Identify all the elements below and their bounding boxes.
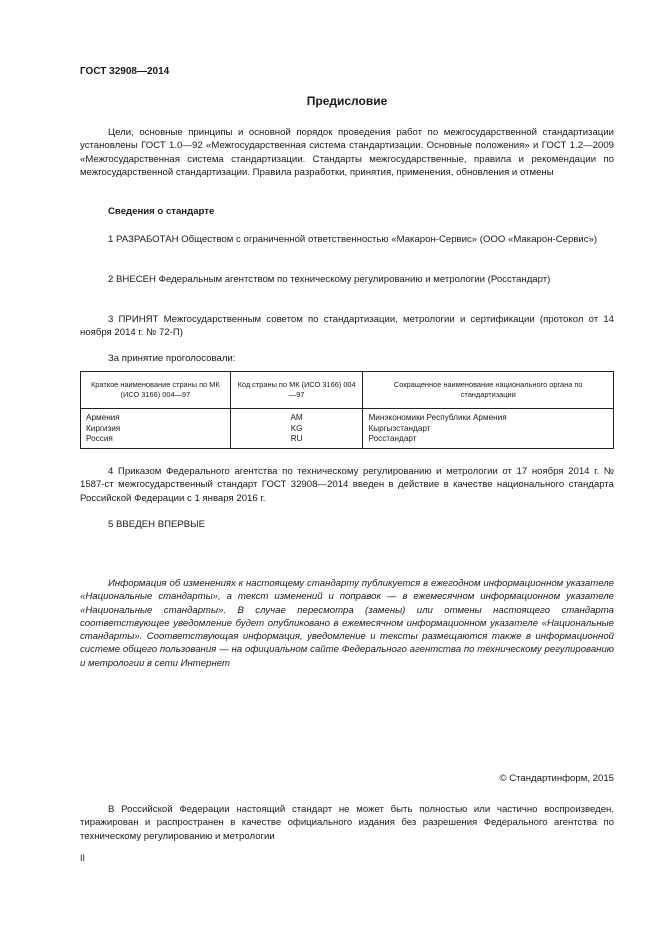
country-name: Киргизия (86, 423, 121, 433)
country-name: Армения (86, 413, 120, 422)
copyright: © Стандартинформ, 2015 (499, 773, 614, 784)
country-code: AM (290, 413, 303, 422)
intro-paragraph: Цели, основные принципы и основной порядок проведения работ по межгосударственной стандартизации установлены ГОСТ 1.0—92 «Межгосударственная система стандартизации. Основные положения» и ГОСТ 1.2—2009 «Межгосударственная система стандартизации. Стандарты межгосударственные, правила и рекомендации по межгосударственной стандартизации. Правила разработки, принятия, применения, обновления и отмены (80, 127, 614, 178)
national-body: Минэкономики Республики Армения (368, 413, 507, 422)
table-row (81, 409, 614, 449)
item-introduced: 2 ВНЕСЕН Федеральным агентством по техническому регулированию и метрологии (Росстандарт) (108, 274, 551, 285)
national-body: Росстандарт (368, 434, 417, 444)
voting-table (80, 371, 614, 449)
vote-label: За принятие проголосовали: (108, 353, 236, 364)
table-cell-bodies (363, 409, 614, 449)
country-name: Россия (86, 434, 113, 444)
table-cell-countries (81, 409, 231, 449)
document-number: ГОСТ 32908—2014 (80, 66, 170, 77)
table-cell-codes (230, 409, 363, 449)
page-number: II (80, 853, 86, 863)
item-order: 4 Приказом Федерального агентства по техническому регулированию и метрологии от 17 ноября 2014 г. № 1587-ст межгосударственный стандарт ГОСТ 32908—2014 введен в действие в качестве национального стандарта Российской Федерации с 1 января 2016 г. (80, 466, 614, 504)
header-country-name: Краткое наименование страны по МК (ИСО 3166) 004—97 (81, 372, 231, 409)
item-adopted: 3 ПРИНЯТ Межгосударственным советом по стандартизации, метрологии и сертификации (протокол от 14 ноября 2014 г. № 72-П) (80, 314, 614, 339)
page-title: Предисловие (306, 94, 388, 108)
item-first: 5 ВВЕДЕН ВПЕРВЫЕ (108, 519, 206, 530)
country-code: RU (290, 434, 303, 444)
reproduction-notice: В Российской Федерации настоящий стандарт не может быть полностью или частично воспроизведен, тиражирован и распространен в качестве официального издания без разрешения Федерального агентства по техническому регулированию и метрологии (80, 804, 614, 842)
item-developed: 1 РАЗРАБОТАН Обществом с ограниченной ответственностью «Макарон-Сервис» (ООО «Макарон-Сервис») (108, 234, 598, 245)
section-heading: Сведения о стандарте (108, 206, 215, 217)
national-body: Кыргызстандарт (368, 423, 431, 433)
country-code: KG (290, 423, 303, 433)
info-notice: Информация об изменениях к настоящему стандарту публикуется в ежегодном информационном указателе «Национальные стандарты», а текст изменений и поправок — в ежемесячном информационном указателе «Национальные стандарты». В случае пересмотра (замены) или отмены настоящего стандарта соответствующее уведомление будет опубликовано в ежемесячном информационном указателе «Национальные стандарты». Соответствующая информация, уведомление и тексты размещаются также в информационной системе общего пользования — на официальном сайте Федерального агентства по техническому регулированию и метрологии в сети Интернет (80, 578, 614, 669)
table-header-row (81, 372, 614, 409)
header-national-body: Сокращенное наименование национального органа по стандартизации (363, 372, 614, 409)
header-country-code: Код страны по МК (ИСО 3166) 004—97 (230, 372, 363, 409)
